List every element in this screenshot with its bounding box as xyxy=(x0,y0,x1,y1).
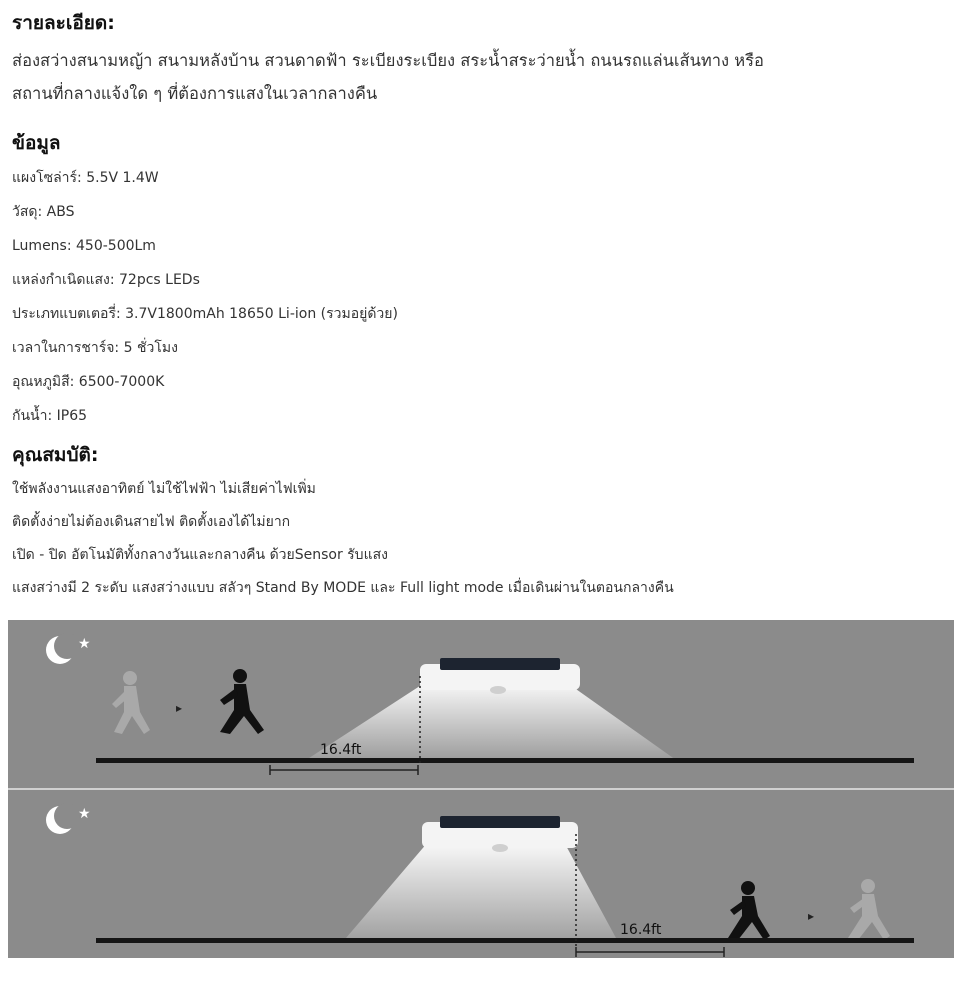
svg-text:★: ★ xyxy=(78,636,91,652)
spec-item-waterproof: กันน้ำ: IP65 xyxy=(12,408,88,424)
motion-sensor-illustration xyxy=(8,620,954,958)
solar-lamp-icon xyxy=(420,658,580,694)
ground-line xyxy=(96,938,914,943)
svg-text:▸: ▸ xyxy=(176,701,183,715)
spec-item-charge-time: เวลาในการชาร์จ: 5 ชั่วโมง xyxy=(12,340,178,356)
description-text xyxy=(12,44,942,110)
spec-item-solar-panel: แผงโซล่าร์: 5.5V 1.4W xyxy=(12,170,159,186)
spec-item-color-temperature: อุณหภูมิสี: 6500-7000K xyxy=(12,374,165,390)
distance-label: 16.4ft xyxy=(320,742,362,758)
features-heading: คุณสมบัติ: xyxy=(12,444,99,466)
feature-item: เปิด - ปิด อัตโนมัติทั้งกลางวันและกลางคืน ด้วยSensor รับแสง xyxy=(12,547,388,563)
description-line: ส่องสว่างสนามหญ้า สนามหลังบ้าน สวนดาดฟ้า ระเบียงระเบียง สระน้ำสระว่ายน้ำ ถนนรถแล่นเส้นทาง หรือ xyxy=(12,51,764,70)
spec-item-material: วัสดุ: ABS xyxy=(12,204,75,220)
svg-text:▸: ▸ xyxy=(808,909,815,923)
spec-item-lumens: Lumens: 450-500Lm xyxy=(12,238,156,254)
description-line: สถานที่กลางแจ้งใด ๆ ที่ต้องการแสงในเวลากลางคืน xyxy=(12,84,378,103)
spec-list xyxy=(12,166,398,438)
full-light-mode-panel xyxy=(8,790,954,958)
feature-list xyxy=(12,477,674,609)
details-heading: รายละเอียด: xyxy=(12,12,115,34)
solar-lamp-icon xyxy=(422,816,578,852)
feature-item: ใช้พลังงานแสงอาทิตย์ ไม่ใช้ไฟฟ้า ไม่เสียค่าไฟเพิ่ม xyxy=(12,481,316,497)
spec-item-light-source: แหล่งกำเนิดแสง: 72pcs LEDs xyxy=(12,272,200,288)
ground-line xyxy=(96,758,914,763)
spec-item-battery: ประเภทแบตเตอรี่: 3.7V1800mAh 18650 Li-ion (รวมอยู่ด้วย) xyxy=(12,306,398,322)
info-heading: ข้อมูล xyxy=(12,132,61,154)
distance-label: 16.4ft xyxy=(620,922,662,938)
standby-mode-panel xyxy=(8,620,954,788)
feature-item: แสงสว่างมี 2 ระดับ แสงสว่างแบบ สลัวๆ Stand By MODE และ Full light mode เมื่อเดินผ่านในตอนกลางคืน xyxy=(12,580,674,596)
svg-text:★: ★ xyxy=(78,806,91,822)
feature-item: ติดตั้งง่ายไม่ต้องเดินสายไฟ ติดตั้งเองได้ไม่ยาก xyxy=(12,514,291,530)
